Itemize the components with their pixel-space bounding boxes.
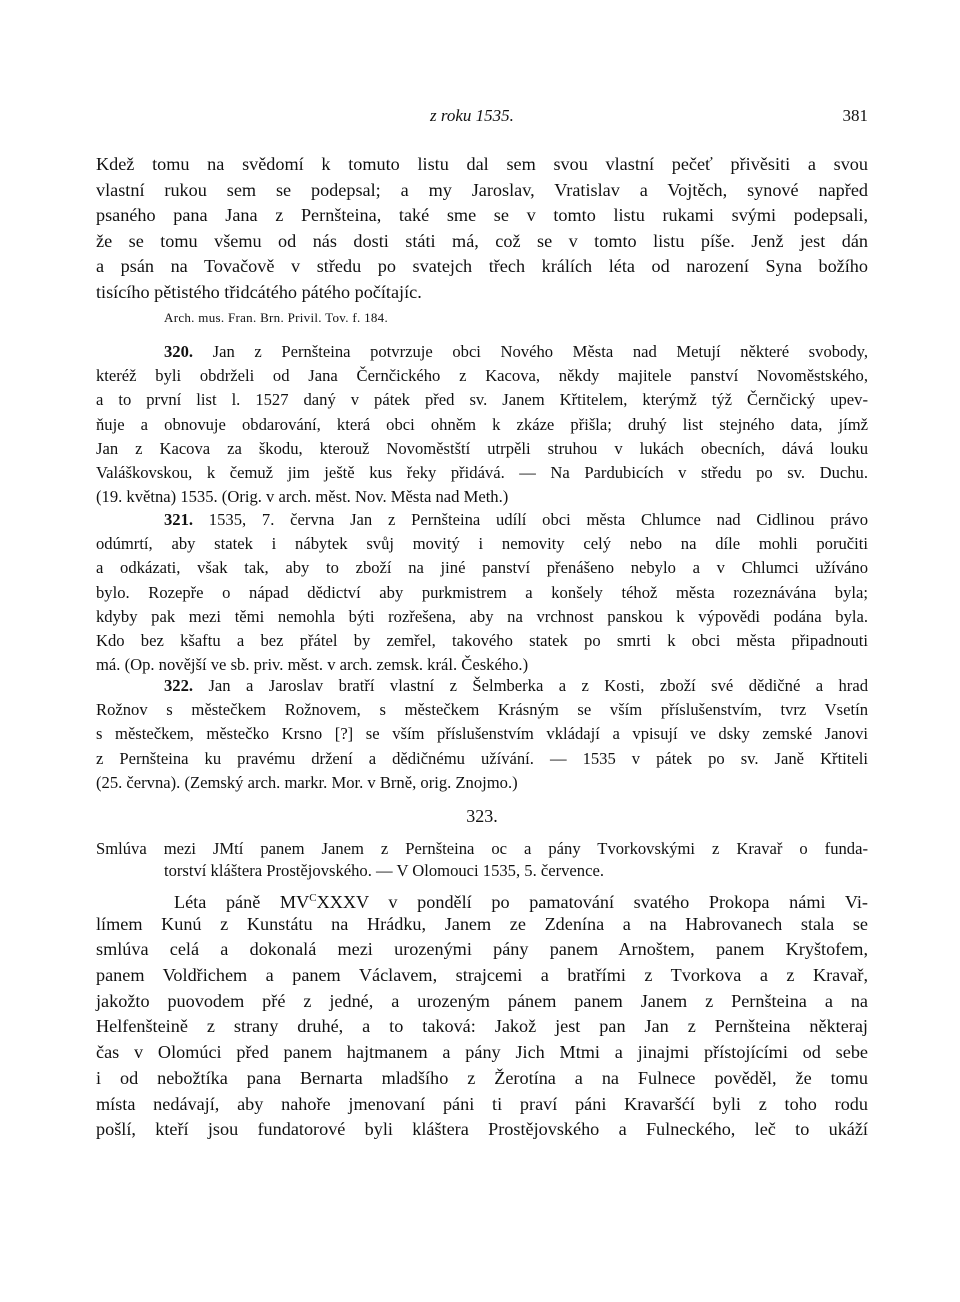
- text-line: a odkázati, však tak, aby to zboží na jiné panství přenášeno nebylo a v Chlumci užíváno: [96, 558, 868, 578]
- text-line: Rožnov s městečkem Rožnovem, s městečkem Krásným se vším příslušenstvím, tvrz Vsetín: [96, 700, 868, 720]
- charter-first-line: [96, 886, 868, 912]
- regest-322: [96, 674, 868, 795]
- text-line: psaného pana Jana z Pernšteina, také sme se v tomto listu rukami svými podepsali,: [96, 205, 868, 226]
- heading-line: Smlúva mezi JMtí panem Janem z Pernšteina oc a pány Tvorkovskými z Kravař o funda-: [96, 839, 868, 858]
- text-line: z Pernšteina ku pravému držení a dědičnému užívání. — 1535 v pátek po sv. Janě Křtiteli: [96, 748, 868, 768]
- opening-paragraph: [96, 152, 868, 306]
- text-line: smlúva celá a dokonalá mezi urozenými pány panem Arnoštem, panem Kryštofem,: [96, 939, 868, 960]
- archive-source: Arch. mus. Fran. Brn. Privil. Tov. f. 184.: [164, 310, 389, 325]
- superscript-c: C: [309, 892, 317, 904]
- regest-321: [96, 508, 868, 677]
- text-line: čas v Olomúci před panem hajtmanem a pány Jich Mtmi a jinajmi přístojícími od sebe: [96, 1042, 868, 1063]
- regest-first-line: [96, 340, 868, 364]
- text-line: Kdo bez kšaftu a bez přátel by zemřel, takového statek po smrti k obci města připadnouti: [96, 630, 868, 650]
- text-line: místa nedávají, aby nahoře jmenovaní páni ti praví páni Kravaršćí byli z toho rodu: [96, 1093, 868, 1114]
- text-line: Valáškovskou, k čemuž jim ještě kus řeky přidává. — Na Pardubicích v středu po sv. Duchu.: [96, 462, 868, 482]
- regest-first-line: [96, 508, 868, 532]
- text-line: má. (Op. novější ve sb. priv. měst. v arch. zemsk. král. Českého.): [96, 655, 529, 675]
- text-line: s městečkem, městečko Krsno [?] se vším příslušenstvím vkládají a vpisují ve dsky zemské Janovi: [96, 724, 868, 744]
- text-line: a psán na Tovačově v středu po svatejch třech králích léta od narození Syna božího: [96, 256, 868, 277]
- regest-number: 320.: [164, 342, 194, 361]
- text-line: Kdež tomu na svědomí k tomuto listu dal sem svou vlastní pečeť přivěsiti a svou: [96, 154, 868, 174]
- text-line: kteréž byli obdrželi od Jana Černčického z Kacova, někdy majitele panství Novoměstského,: [96, 366, 868, 386]
- running-title: z roku 1535.: [430, 106, 514, 125]
- text-line: Jan z Kacova za škodu, kterouž Novoměstští utrpěli struhou v lukách obecních, dává louku: [96, 438, 868, 458]
- text-line: že se tomu všemu od nás dosti státi má, což se v tomto listu píše. Jenž jest dán: [96, 230, 868, 251]
- text-line: jakožto puovodem přé z jedné, a urozeným pánem panem Janem z Pernšteina a na: [96, 990, 868, 1011]
- text-line: límem Kunú z Kunstátu na Hrádku, Janem ze Zdenína a na Habrovanech stala se: [96, 913, 868, 934]
- heading-line: torství kláštera Prostějovského. — V Olomouci 1535, 5. července.: [164, 861, 604, 880]
- regest-number: 322.: [164, 676, 194, 695]
- regest-first-line: [96, 674, 868, 698]
- regest-text: Jan z Pernšteina potvrzuje obci Nového Města nad Metují některé svobody,: [193, 342, 868, 361]
- text-line: pošlí, kteří jsou fundatorové byli kláštera Prostějovského a Fulneckého, leč to ukáží: [96, 1119, 868, 1140]
- document-number: 323.: [466, 806, 498, 826]
- text-line: i od nebožtíka pana Bernarta mladšího z Žerotína a na Fulnece pověděl, že tomu: [96, 1067, 868, 1088]
- text-line: ňuje a obnovuje obdarování, která obci ohněm k zkáze přišla; druhý list stejného data, jímž: [96, 414, 868, 434]
- regest-text: 1535, 7. června Jan z Pernšteina udílí obci města Chlumce nad Cidlinou právo: [193, 510, 868, 529]
- charter-text: [96, 886, 868, 1143]
- text-line: bylo. Rozepře o nápad dědictví aby purkmistrem a konšely téhož města rozeznávána byla;: [96, 582, 868, 602]
- charter-first-text: XXXV v pondělí po pamatování svatého Prokopa námi Vi-: [316, 892, 868, 913]
- page-number: 381: [842, 106, 868, 125]
- text-line: (25. června). (Zemský arch. markr. Mor. v Brně, orig. Znojmo.): [96, 772, 518, 792]
- charter-date-start: Léta páně MV: [174, 892, 310, 913]
- text-line: odúmrtí, aby statek i nábytek svůj movitý i nemovity celý nebo na díle mohli poručiti: [96, 534, 868, 554]
- text-line: a to první list l. 1527 daný v pátek před sv. Janem Křtitelem, kterýmž týž Černčický upev-: [96, 390, 868, 410]
- text-line: kdyby pak mezi těmi nemohla býti rozřešena, aby na vrchnost panskou k výpovědi podána byla.: [96, 606, 868, 626]
- running-head: [96, 106, 868, 128]
- text-line: Helfenšteině z strany druhé, a to taková: Jakož jest pan Jan z Pernšteina některaj: [96, 1016, 868, 1037]
- regest-text: Jan a Jaroslav bratří vlastní z Šelmberka a z Kosti, zboží své dědičné a hrad: [193, 676, 868, 695]
- text-line: vlastní rukou sem se podepsal; a my Jaroslav, Vratislav a Vojtěch, synové napřed: [96, 179, 868, 200]
- regest-number: 321.: [164, 510, 194, 529]
- text-line: panem Voldřichem a panem Václavem, strajcemi a bratřími z Tvorkova a z Kravař,: [96, 965, 868, 986]
- document-heading: [96, 838, 868, 882]
- text-line: (19. května) 1535. (Orig. v arch. měst. Nov. Města nad Meth.): [96, 487, 509, 507]
- text-line: tisícího pětistého třidcátého pátého počítajíc.: [96, 281, 422, 302]
- regest-320: [96, 340, 868, 509]
